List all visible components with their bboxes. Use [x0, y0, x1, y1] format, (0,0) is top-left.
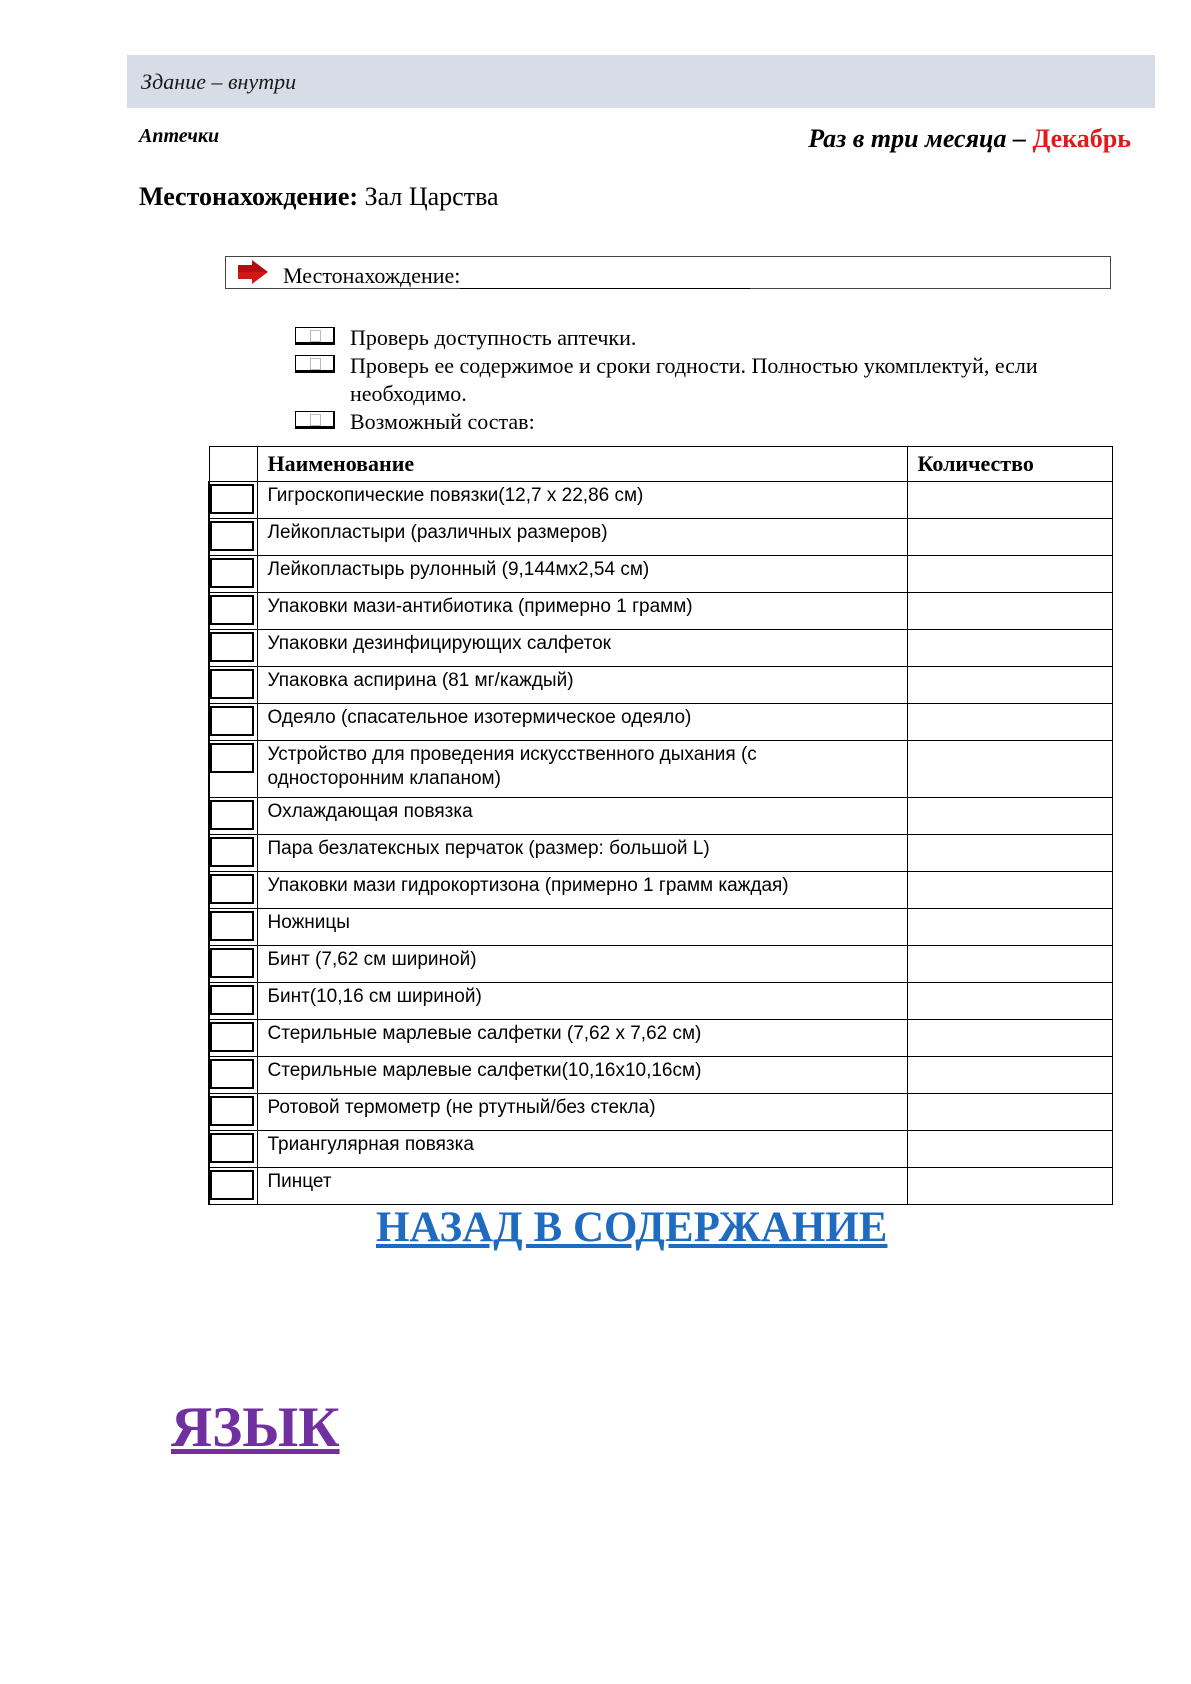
- row-checkbox[interactable]: [210, 521, 254, 551]
- table-row: [209, 1168, 1112, 1205]
- checkbox[interactable]: [295, 327, 335, 345]
- row-checkbox-cell: [209, 1057, 257, 1094]
- row-checkbox-cell: [209, 482, 257, 519]
- item-quantity-cell[interactable]: [907, 798, 1112, 835]
- row-checkbox-cell: [209, 872, 257, 909]
- row-checkbox-cell: [209, 593, 257, 630]
- table-row: [209, 1020, 1112, 1057]
- column-header-name: Наименование: [257, 447, 907, 482]
- item-name-cell: Упаковки мази гидрокортизона (примерно 1 грамм каждая): [257, 872, 907, 909]
- row-checkbox-cell: [209, 667, 257, 704]
- location-field[interactable]: [283, 263, 750, 289]
- checkbox[interactable]: [295, 355, 335, 373]
- item-quantity-cell[interactable]: [907, 630, 1112, 667]
- table-row: [209, 983, 1112, 1020]
- checklist: [295, 324, 1115, 436]
- item-name-cell: Охлаждающая повязка: [257, 798, 907, 835]
- table-row: [209, 872, 1112, 909]
- table-row: [209, 909, 1112, 946]
- row-checkbox-cell: [209, 798, 257, 835]
- table-row: [209, 667, 1112, 704]
- row-checkbox-cell: [209, 704, 257, 741]
- row-checkbox[interactable]: [210, 874, 254, 904]
- table-row: [209, 1131, 1112, 1168]
- item-quantity-cell[interactable]: [907, 667, 1112, 704]
- row-checkbox-cell: [209, 909, 257, 946]
- item-name-cell: Устройство для проведения искусственного дыхания (с односторонним клапаном): [257, 741, 907, 798]
- row-checkbox[interactable]: [210, 985, 254, 1015]
- row-checkbox-cell: [209, 741, 257, 798]
- row-checkbox-cell: [209, 519, 257, 556]
- item-quantity-cell[interactable]: [907, 946, 1112, 983]
- row-checkbox[interactable]: [210, 632, 254, 662]
- item-quantity-cell[interactable]: [907, 983, 1112, 1020]
- checklist-item-text: Возможный состав:: [350, 409, 535, 434]
- table-row: [209, 630, 1112, 667]
- row-checkbox-cell: [209, 983, 257, 1020]
- frequency-label: Раз в три месяца –: [808, 124, 1026, 153]
- item-quantity-cell[interactable]: [907, 519, 1112, 556]
- item-name-cell: Стерильные марлевые салфетки (7,62 х 7,62 см): [257, 1020, 907, 1057]
- table-row: [209, 556, 1112, 593]
- checklist-item-text: Проверь доступность аптечки.: [350, 325, 637, 350]
- item-quantity-cell[interactable]: [907, 835, 1112, 872]
- table-row: [209, 519, 1112, 556]
- row-checkbox[interactable]: [210, 743, 254, 773]
- item-quantity-cell[interactable]: [907, 1020, 1112, 1057]
- item-quantity-cell[interactable]: [907, 909, 1112, 946]
- row-checkbox-cell: [209, 1020, 257, 1057]
- first-aid-items-table: [208, 446, 1113, 1205]
- frequency-month: Декабрь: [1032, 124, 1131, 153]
- item-quantity-cell[interactable]: [907, 556, 1112, 593]
- row-checkbox-cell: [209, 1094, 257, 1131]
- row-checkbox-cell: [209, 835, 257, 872]
- location-label: Местонахождение:: [139, 182, 359, 211]
- row-checkbox[interactable]: [210, 1022, 254, 1052]
- row-checkbox[interactable]: [210, 911, 254, 941]
- row-checkbox[interactable]: [210, 558, 254, 588]
- table-row: [209, 835, 1112, 872]
- row-checkbox-cell: [209, 556, 257, 593]
- row-checkbox[interactable]: [210, 800, 254, 830]
- section-header: [127, 55, 1155, 108]
- item-name-cell: Лейкопластырь рулонный (9,144мх2,54 см): [257, 556, 907, 593]
- item-quantity-cell[interactable]: [907, 593, 1112, 630]
- item-name-cell: Бинт (7,62 см шириной): [257, 946, 907, 983]
- item-name-cell: Пинцет: [257, 1168, 907, 1205]
- checklist-item-text: Проверь ее содержимое и сроки годности. Полностью укомплектуй, если необходимо.: [350, 353, 1038, 406]
- item-quantity-cell[interactable]: [907, 1057, 1112, 1094]
- location: [139, 182, 499, 212]
- table-row: [209, 1057, 1112, 1094]
- row-checkbox[interactable]: [210, 669, 254, 699]
- item-quantity-cell[interactable]: [907, 1094, 1112, 1131]
- location-blank-line: [460, 268, 750, 289]
- item-name-cell: Пара безлатексных перчаток (размер: большой L): [257, 835, 907, 872]
- table-row: [209, 946, 1112, 983]
- table-row: [209, 1094, 1112, 1131]
- item-name-cell: Триангулярная повязка: [257, 1131, 907, 1168]
- item-name-cell: Бинт(10,16 см шириной): [257, 983, 907, 1020]
- table-row: [209, 482, 1112, 519]
- item-name-cell: Одеяло (спасательное изотермическое одеяло): [257, 704, 907, 741]
- location-field-label: Местонахождение:: [283, 263, 461, 288]
- location-value: Зал Царства: [364, 182, 499, 211]
- arrow-right-icon: [238, 260, 268, 284]
- row-checkbox[interactable]: [210, 948, 254, 978]
- table-row: [209, 704, 1112, 741]
- item-quantity-cell[interactable]: [907, 741, 1112, 798]
- row-checkbox[interactable]: [210, 1133, 254, 1163]
- page-subtitle: Аптечки: [139, 125, 220, 147]
- item-quantity-cell[interactable]: [907, 704, 1112, 741]
- back-to-contents-link[interactable]: НАЗАД В СОДЕРЖАНИЕ: [376, 1204, 888, 1251]
- table-row: [209, 798, 1112, 835]
- row-checkbox-cell: [209, 946, 257, 983]
- header-checkbox-cell: [209, 447, 257, 482]
- row-checkbox[interactable]: [210, 706, 254, 736]
- location-field-box: [225, 256, 1111, 289]
- item-name-cell: Лейкопластыри (различных размеров): [257, 519, 907, 556]
- item-name-cell: Упаковки мази-антибиотика (примерно 1 грамм): [257, 593, 907, 630]
- item-name-cell: Гигроскопические повязки(12,7 х 22,86 см): [257, 482, 907, 519]
- language-link[interactable]: ЯЗЫК: [171, 1396, 340, 1459]
- row-checkbox[interactable]: [210, 1059, 254, 1089]
- column-header-qty: Количество: [907, 447, 1112, 482]
- item-quantity-cell[interactable]: [907, 872, 1112, 909]
- item-quantity-cell[interactable]: [907, 482, 1112, 519]
- row-checkbox[interactable]: [210, 1096, 254, 1126]
- row-checkbox[interactable]: [210, 837, 254, 867]
- row-checkbox-cell: [209, 1131, 257, 1168]
- item-name-cell: Ножницы: [257, 909, 907, 946]
- row-checkbox[interactable]: [210, 595, 254, 625]
- checklist-item: [295, 352, 1115, 408]
- item-name-cell: Ротовой термометр (не ртутный/без стекла): [257, 1094, 907, 1131]
- table-header-row: [209, 447, 1112, 482]
- item-quantity-cell[interactable]: [907, 1131, 1112, 1168]
- checkbox[interactable]: [295, 411, 335, 429]
- row-checkbox-cell: [209, 1168, 257, 1205]
- table-row: [209, 741, 1112, 798]
- item-name-cell: Стерильные марлевые салфетки(10,16х10,16см): [257, 1057, 907, 1094]
- checklist-item: [295, 324, 1115, 352]
- section-title: Здание – внутри: [141, 69, 297, 94]
- row-checkbox[interactable]: [210, 484, 254, 514]
- item-quantity-cell[interactable]: [907, 1168, 1112, 1205]
- frequency: [808, 124, 1131, 154]
- item-name-cell: Упаковка аспирина (81 мг/каждый): [257, 667, 907, 704]
- table-row: [209, 593, 1112, 630]
- row-checkbox-cell: [209, 630, 257, 667]
- checklist-item: [295, 408, 1115, 436]
- row-checkbox[interactable]: [210, 1170, 254, 1200]
- item-name-cell: Упаковки дезинфицирующих салфеток: [257, 630, 907, 667]
